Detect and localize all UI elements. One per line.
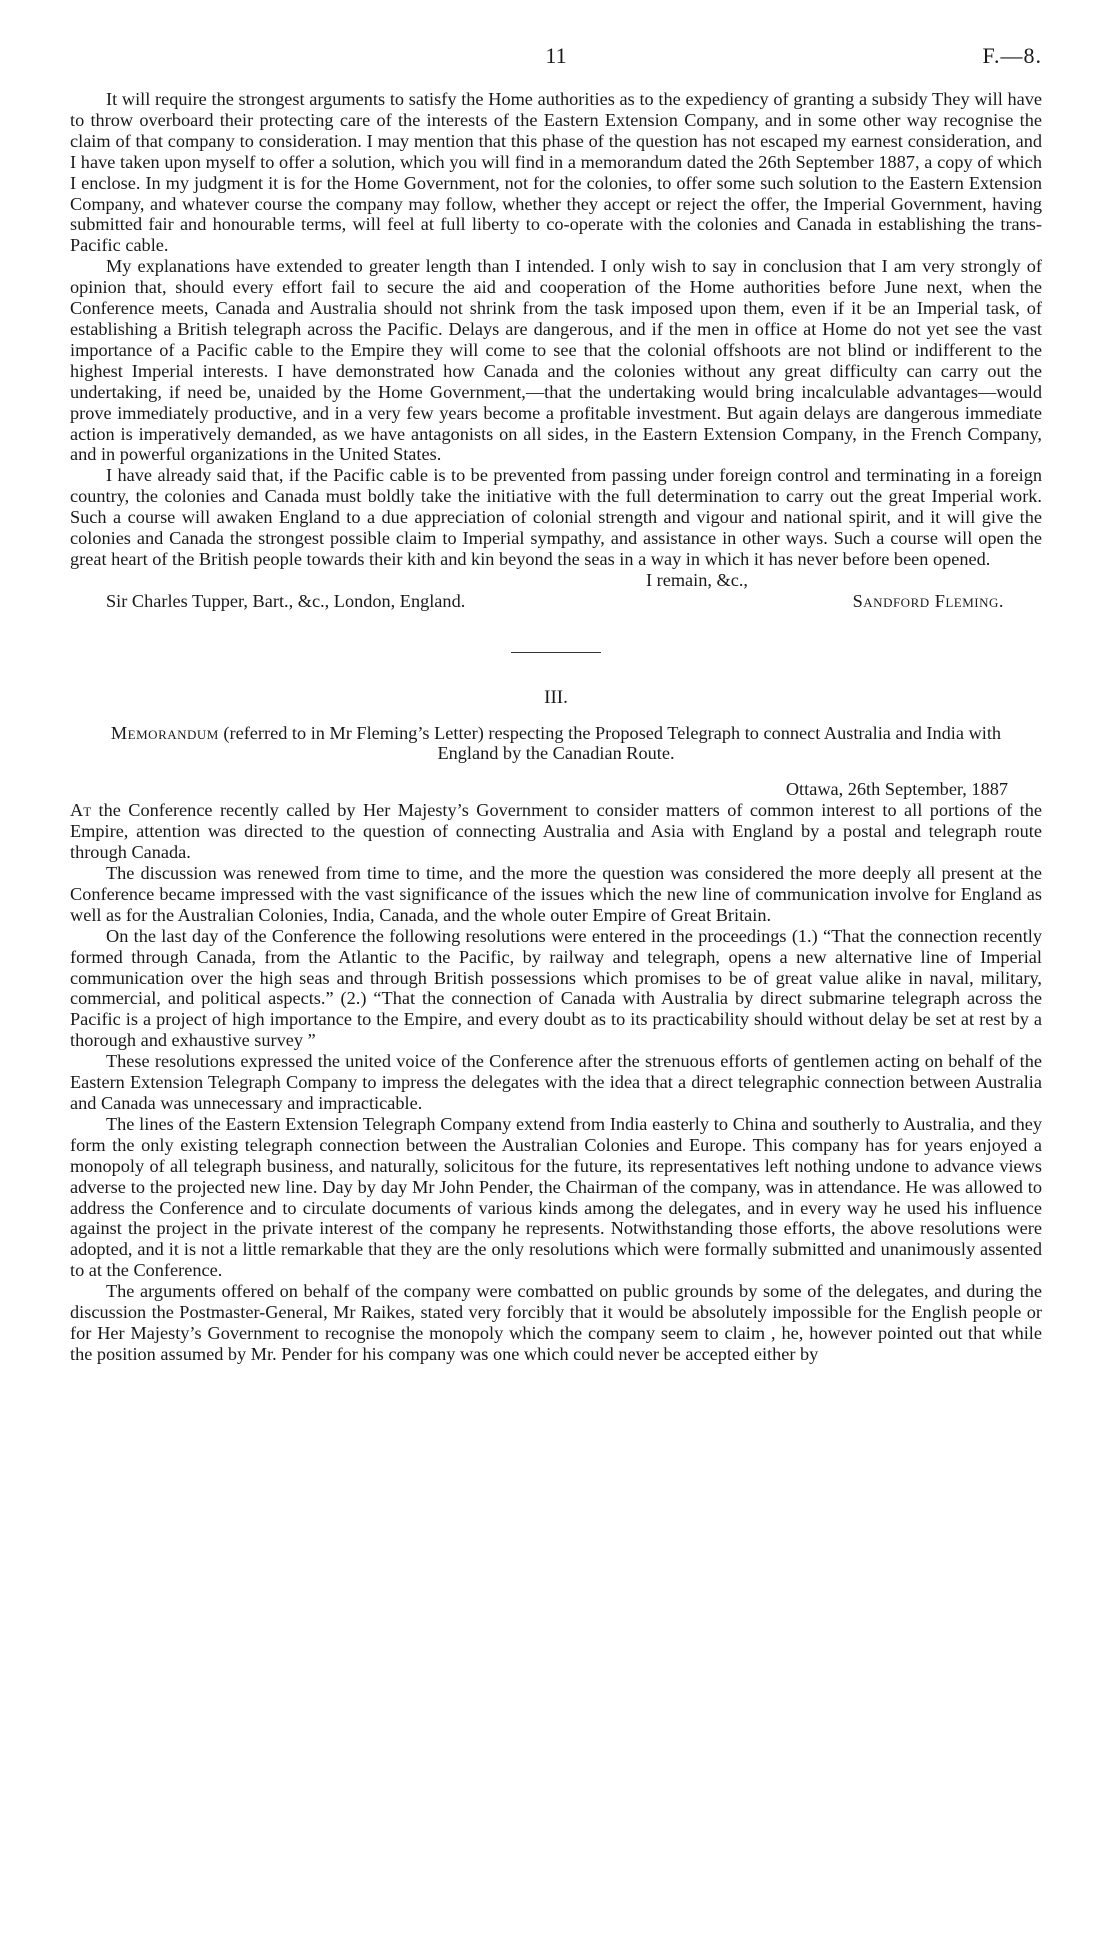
page-header [70, 40, 1042, 74]
letter-paragraph: It will require the strongest arguments to satisfy the Home authorities as to the expediency of granting a subsidy They will have to throw overboard their protecting care of the interests of the Eastern Extension Company, and in some other way recognise the claim of that company to consideration. I may mention that this phase of the question has not escaped my earnest consideration, and I have taken upon myself to offer a solution, which you will find in a memorandum dated the 26th September 1887, a copy of which I enclose. In my judgment it is for the Home Government, not for the colonies, to offer some such solution to the Eastern Extension Company, and whatever course the company may follow, whether they accept or reject the offer, the Imperial Government, having submitted fair and honourable terms, will feel at full liberty to co-operate with the colonies and Canada in establishing the trans-Pacific cable. [70, 89, 1042, 256]
memorandum-dateline: Ottawa, 26th September, 1887 [785, 779, 1008, 800]
memorandum-title-rest: (referred to in Mr Fleming’s Letter) respecting the Proposed Telegraph to connect Australia and India with England by the Canadian Route. [218, 722, 1002, 764]
memorandum-paragraph: On the last day of the Conference the following resolutions were entered in the proceedings (1.) “That the connection recently formed through Canada, from the Atlantic to the Pacific, by railway and telegraph, opens a new alternative line of Imperial communication over the high seas and through British possessions which promises to be of great value alike in naval, military, commercial, and political aspects.” (2.) “That the connection of Canada with Australia by direct submarine telegraph across the Pacific is a project of high importance to the Empire, and every doubt as to its practicability should without delay be set at rest by a thorough and exhaustive survey ” [70, 925, 1042, 1051]
memorandum-body [70, 800, 1042, 1364]
letter-body [70, 89, 1042, 570]
letter-closing: I remain, &c., [645, 569, 748, 590]
page-number: 11 [545, 43, 567, 68]
memorandum-paragraph: These resolutions expressed the united voice of the Conference after the strenuous efforts of gentlemen acting on behalf of the Eastern Extension Telegraph Company to impress the delegates with the idea that a direct telegraphic connection between Australia and Canada was unnecessary and impracticable. [70, 1051, 1042, 1113]
memorandum-first-paragraph-text: the Conference recently called by Her Majesty’s Government to consider matters of common interest to all portions of the Empire, attention was directed to the question of connecting Australia and Asia with England by a postal and telegraph route through Canada. [70, 800, 1042, 863]
memorandum-paragraph: The discussion was renewed from time to time, and the more the question was considered the more deeply all present at the Conference became impressed with the vast significance of the issues which the new line of communication involve for England as well as for the Australian Colonies, India, Canada, and the whole outer Empire of Great Britain. [70, 863, 1042, 925]
memorandum-first-word: At [70, 800, 92, 821]
document-page [70, 40, 1042, 1920]
letter-signature: Sandford Fleming. [852, 590, 1004, 611]
signature-row [70, 591, 1042, 612]
memorandum-paragraph: The lines of the Eastern Extension Telegraph Company extend from India easterly to China and southerly to Australia, and they form the only existing telegraph connection between the Australian Colonies and Europe. This company has for years enjoyed a monopoly of all telegraph business, and naturally, solicitous for the future, its representatives left nothing undone to advance views adverse to the projected new line. Day by day Mr John Pender, the Chairman of the company, was in attendance. He was allowed to address the Conference and to circulate documents of various kinds among the delegates, and in every way he used his influence against the project in the private interest of the company he represents. Notwithstanding those efforts, the above resolutions were adopted, and it is not a little remarkable that they are the only resolutions which were formally submitted and unanimously assented to at the Conference. [70, 1113, 1042, 1281]
section-number: III. [544, 686, 568, 708]
memorandum-paragraph: The arguments offered on behalf of the company were combatted on public grounds by some of the delegates, and during the discussion the Postmaster-General, Mr Raikes, stated very forcibly that it would be absolutely impossible for the English people or for Her Majesty’s Government to recognise the monopoly which the company seem to claim , he, however pointed out that while the position assumed by Mr. Pender for his company was one which could never be accepted either by [70, 1281, 1042, 1364]
memorandum-title-lead: Memorandum [110, 722, 219, 743]
memorandum-paragraph [70, 800, 1042, 863]
letter-paragraph: My explanations have extended to greater length than I intended. I only wish to say in conclusion that I am very strongly of opinion that, should every effort fail to secure the aid and cooperation of the Home authorities before June next, when the Conference meets, Canada and Australia should not shrink from the task imposed upon them, even if it be an Imperial task, of establishing a British telegraph across the Pacific. Delays are dangerous, and if the men in office at Home do not yet see the vast importance of a Pacific cable to the Empire they will come to see that the colonial offshoots are not blind or indifferent to the highest Imperial interests. I have demonstrated how Canada and the colonies without any great difficulty can carry out the undertaking, if need be, unaided by the Home Government,—that the undertaking would bring incalculable advantages—would prove immediately productive, and in a very few years become a profitable investment. But again delays are dangerous immediate action is imperatively demanded, as we have antagonists on all sides, in the Eastern Extension Company, in the French Company, and in powerful organizations in the United States. [70, 256, 1042, 465]
memorandum-title [70, 723, 1042, 765]
letter-paragraph: I have already said that, if the Pacific cable is to be prevented from passing under foreign control and terminating in a foreign country, the colonies and Canada must boldly take the initiative with the full determination to carry out the great Imperial work. Such a course will awaken England to a due appreciation of colonial strength and vigour and national spirit, and it will give the colonies and Canada the strongest possible claim to Imperial sympathy, and assistance in other ways. Such a course will open the great heart of the British people towards their kith and kin beyond the seas in a way in which it has never before been opened. [70, 465, 1042, 569]
letter-addressee: Sir Charles Tupper, Bart., &c., London, England. [106, 590, 466, 611]
document-reference: F.—8. [982, 43, 1042, 68]
section-divider [511, 652, 601, 653]
